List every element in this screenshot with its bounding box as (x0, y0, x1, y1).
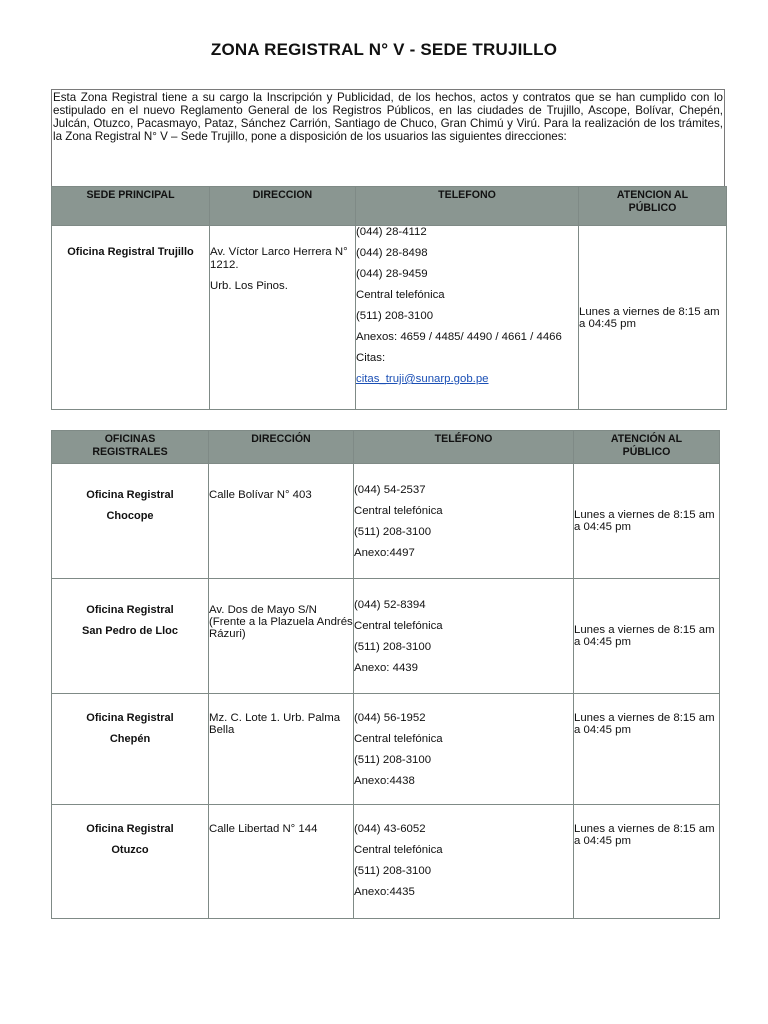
office-phones: (044) 56-1952 Central telefónica (511) 208-3100 Anexo:4438 (354, 694, 574, 805)
table-row (52, 464, 720, 579)
table-row (52, 694, 720, 805)
header-sede: SEDE PRINCIPAL (52, 187, 210, 226)
office-address: Av. Dos de Mayo S/N (Frente a la Plazuela Andrés Rázuri) (209, 579, 354, 694)
office-address: Av. Víctor Larco Herrera N° 1212. Urb. Los Pinos. (210, 226, 356, 410)
office-phones: (044) 43-6052 Central telefónica (511) 208-3100 Anexo:4435 (354, 805, 574, 919)
office-name: Oficina Registral Trujillo (52, 226, 210, 410)
office-name: Oficina Registral Otuzco (52, 805, 209, 919)
office-hours: Lunes a viernes de 8:15 am a 04:45 pm (574, 464, 720, 579)
office-address: Calle Libertad N° 144 (209, 805, 354, 919)
sede-header-row (52, 187, 727, 226)
page-title: ZONA REGISTRAL N° V - SEDE TRUJILLO (210, 40, 558, 59)
office-phones: (044) 28-4112 (044) 28-8498 (044) 28-9459 Central telefónica (511) 208-3100 Anexos: 4659 / 4485/ 4490 / 4661 / 4466 Citas: citas_truji@sunarp.gob.pe (356, 226, 579, 410)
office-hours: Lunes a viernes de 8:15 am a 04:45 pm (574, 805, 720, 919)
sede-table (51, 186, 727, 410)
office-phones: (044) 54-2537 Central telefónica (511) 208-3100 Anexo:4497 (354, 464, 574, 579)
office-hours: Lunes a viernes de 8:15 am a 04:45 pm (579, 226, 727, 410)
header-direccion: DIRECCIÓN (209, 431, 354, 464)
office-address: Mz. C. Lote 1. Urb. Palma Bella (209, 694, 354, 805)
office-name: Oficina Registral San Pedro de Lloc (52, 579, 209, 694)
header-direccion: DIRECCION (210, 187, 356, 226)
office-name: Oficina Registral Chocope (52, 464, 209, 579)
header-atencion: ATENCIÓN AL PÚBLICO (574, 431, 720, 464)
header-oficinas: OFICINAS REGISTRALES (52, 431, 209, 464)
oficinas-table (51, 430, 720, 919)
header-telefono: TELEFONO (356, 187, 579, 226)
table-row (52, 805, 720, 919)
table-row (52, 579, 720, 694)
header-atencion: ATENCION AL PÚBLICO (579, 187, 727, 226)
office-name: Oficina Registral Chepén (52, 694, 209, 805)
office-address: Calle Bolívar N° 403 (209, 464, 354, 579)
oficinas-header-row (52, 431, 720, 464)
office-hours: Lunes a viernes de 8:15 am a 04:45 pm (574, 694, 720, 805)
intro-paragraph: Esta Zona Registral tiene a su cargo la Inscripción y Publicidad, de los hechos, actos y contratos que se han cumplido con lo estipulado en el nuevo Reglamento General de los Registros Públicos, en las ciudades de Trujillo, Ascope, Bolívar, Chepén, Julcán, Otuzco, Pacasmayo, Pataz, Sánchez Carrión, Santiago de Chuco, Gran Chimú y Virú. Para la realización de los trámites, la Zona Registral N° V – Sede Trujillo, pone a disposición de los usuarios las siguientes direcciones: (51, 89, 725, 186)
header-telefono: TELÉFONO (354, 431, 574, 464)
office-phones: (044) 52-8394 Central telefónica (511) 208-3100 Anexo: 4439 (354, 579, 574, 694)
email-link[interactable]: citas_truji@sunarp.gob.pe (356, 373, 489, 385)
table-row (52, 226, 727, 410)
office-hours: Lunes a viernes de 8:15 am a 04:45 pm (574, 579, 720, 694)
